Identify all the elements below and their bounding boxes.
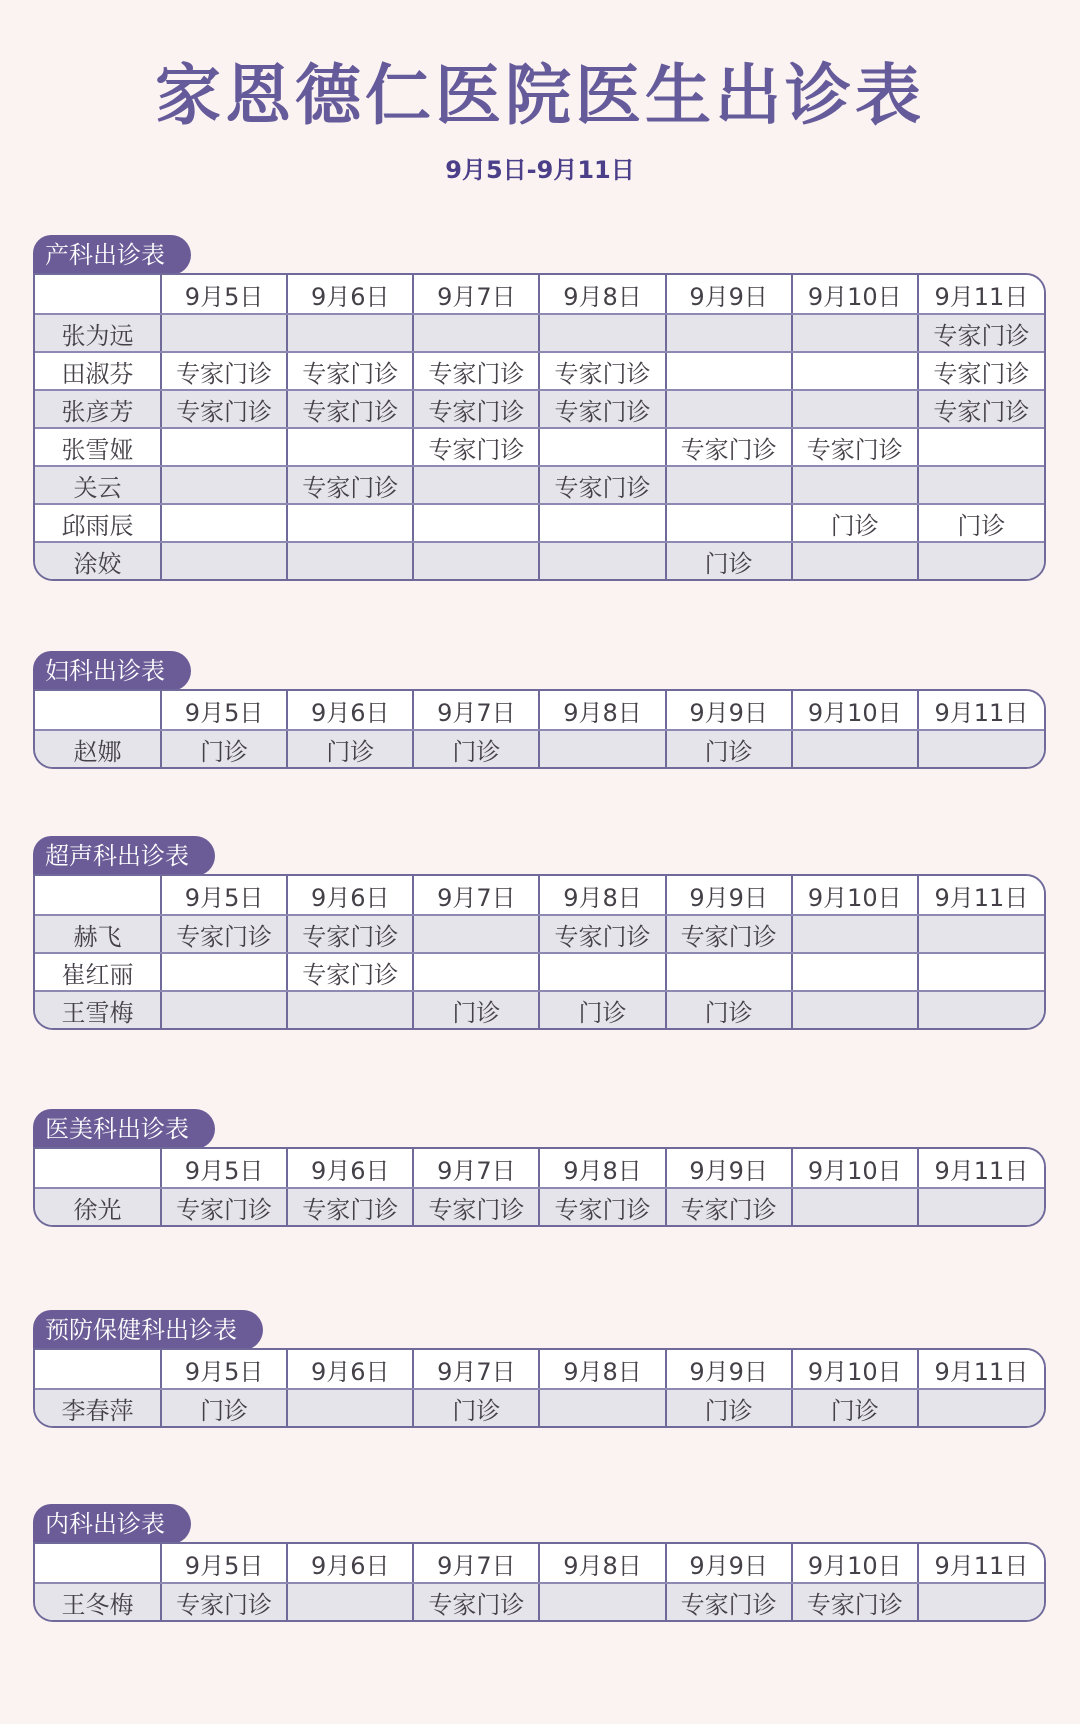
date-header-cell: 9月7日 [413,1149,539,1188]
clinic-slot-cell [413,542,539,579]
schedule-table [33,1542,1046,1622]
date-header-cell: 9月7日 [413,1350,539,1389]
table-header-row [35,1350,1044,1389]
clinic-slot-cell: 专家门诊 [413,428,539,466]
date-header-cell: 9月8日 [539,1544,665,1583]
clinic-slot-cell [792,1188,918,1225]
clinic-slot-cell [539,428,665,466]
date-header-cell: 9月7日 [413,1544,539,1583]
table-header-row [35,691,1044,730]
clinic-slot-cell [792,352,918,390]
clinic-slot-cell [539,314,665,352]
clinic-slot-cell: 专家门诊 [666,1583,792,1620]
clinic-slot-cell [539,953,665,991]
clinic-slot-cell: 专家门诊 [918,352,1044,390]
date-header-cell: 9月6日 [287,275,413,314]
date-header-cell: 9月7日 [413,691,539,730]
clinic-slot-cell: 专家门诊 [287,466,413,504]
doctor-row [35,504,1044,542]
clinic-slot-cell: 专家门诊 [287,352,413,390]
schedule-table [33,1348,1046,1428]
date-header-cell: 9月10日 [792,275,918,314]
page-title: 家恩德仁医院医生出诊表 [155,57,925,134]
clinic-slot-cell [918,1583,1044,1620]
doctor-name-cell: 李春萍 [35,1389,161,1426]
clinic-slot-cell [161,953,287,991]
section-label: 预防保健科出诊表 [33,1310,263,1350]
header-corner-cell [35,1149,161,1188]
clinic-slot-cell: 专家门诊 [792,1583,918,1620]
clinic-slot-cell [792,953,918,991]
clinic-slot-cell [918,915,1044,953]
clinic-slot-cell [161,466,287,504]
clinic-slot-cell [918,466,1044,504]
clinic-slot-cell: 专家门诊 [413,1583,539,1620]
clinic-slot-cell: 专家门诊 [539,390,665,428]
doctor-row [35,1583,1044,1620]
clinic-slot-cell: 专家门诊 [413,390,539,428]
clinic-slot-cell [287,991,413,1028]
schedule-table [33,1147,1046,1227]
section-label: 妇科出诊表 [33,651,191,691]
table-header-row [35,275,1044,314]
clinic-slot-cell: 门诊 [413,1389,539,1426]
date-header-cell: 9月8日 [539,1149,665,1188]
clinic-slot-cell [287,542,413,579]
clinic-slot-cell [539,504,665,542]
doctor-row [35,915,1044,953]
clinic-slot-cell: 专家门诊 [792,428,918,466]
clinic-slot-cell: 专家门诊 [161,915,287,953]
header-corner-cell [35,275,161,314]
doctor-row [35,953,1044,991]
schedule-section [33,836,1046,1030]
clinic-slot-cell [792,390,918,428]
date-header-cell: 9月10日 [792,1149,918,1188]
clinic-slot-cell [413,953,539,991]
clinic-slot-cell: 门诊 [666,542,792,579]
schedule-table [33,689,1046,769]
date-header-cell: 9月6日 [287,876,413,915]
doctor-row [35,428,1044,466]
doctor-name-cell: 崔红丽 [35,953,161,991]
clinic-slot-cell [666,953,792,991]
clinic-slot-cell: 门诊 [792,504,918,542]
clinic-slot-cell [539,1389,665,1426]
date-header-cell: 9月7日 [413,275,539,314]
date-header-cell: 9月5日 [161,275,287,314]
clinic-slot-cell [413,504,539,542]
doctor-name-cell: 王冬梅 [35,1583,161,1620]
clinic-slot-cell [161,504,287,542]
clinic-slot-cell: 专家门诊 [666,915,792,953]
doctor-row [35,542,1044,579]
clinic-slot-cell [792,730,918,767]
clinic-slot-cell [161,314,287,352]
clinic-slot-cell [666,504,792,542]
doctor-name-cell: 田淑芬 [35,352,161,390]
clinic-slot-cell [792,314,918,352]
clinic-slot-cell [918,953,1044,991]
date-header-cell: 9月5日 [161,1350,287,1389]
clinic-slot-cell [918,542,1044,579]
header-corner-cell [35,691,161,730]
clinic-slot-cell: 专家门诊 [161,390,287,428]
date-header-cell: 9月8日 [539,691,665,730]
date-header-cell: 9月8日 [539,1350,665,1389]
date-header-cell: 9月11日 [918,1149,1044,1188]
doctor-row [35,1389,1044,1426]
clinic-slot-cell: 门诊 [918,504,1044,542]
clinic-slot-cell [792,991,918,1028]
clinic-slot-cell: 专家门诊 [161,1188,287,1225]
clinic-slot-cell [413,466,539,504]
clinic-slot-cell: 门诊 [792,1389,918,1426]
clinic-slot-cell [287,1583,413,1620]
doctor-name-cell: 涂姣 [35,542,161,579]
date-header-cell: 9月11日 [918,1350,1044,1389]
date-header-cell: 9月10日 [792,691,918,730]
clinic-slot-cell [539,1583,665,1620]
clinic-slot-cell [161,428,287,466]
clinic-slot-cell: 专家门诊 [539,466,665,504]
doctor-name-cell: 邱雨辰 [35,504,161,542]
clinic-slot-cell: 门诊 [413,730,539,767]
clinic-slot-cell: 专家门诊 [539,352,665,390]
clinic-slot-cell [287,1389,413,1426]
clinic-slot-cell: 专家门诊 [413,1188,539,1225]
date-header-cell: 9月5日 [161,1544,287,1583]
clinic-slot-cell [666,466,792,504]
clinic-slot-cell: 门诊 [287,730,413,767]
date-header-cell: 9月9日 [666,876,792,915]
clinic-slot-cell: 专家门诊 [539,1188,665,1225]
schedule-section [33,651,1046,769]
date-range-subtitle: 9月5日-9月11日 [445,156,635,184]
clinic-slot-cell [918,1389,1044,1426]
doctor-name-cell: 赵娜 [35,730,161,767]
clinic-slot-cell [666,314,792,352]
date-header-cell: 9月5日 [161,876,287,915]
date-header-cell: 9月9日 [666,691,792,730]
table-header-row [35,876,1044,915]
clinic-slot-cell: 门诊 [413,991,539,1028]
doctor-name-cell: 张为远 [35,314,161,352]
clinic-slot-cell: 专家门诊 [918,314,1044,352]
header-corner-cell [35,876,161,915]
date-header-cell: 9月5日 [161,1149,287,1188]
clinic-slot-cell: 专家门诊 [287,915,413,953]
clinic-slot-cell [161,991,287,1028]
clinic-slot-cell: 专家门诊 [287,1188,413,1225]
date-header-cell: 9月11日 [918,691,1044,730]
date-header-cell: 9月5日 [161,691,287,730]
clinic-slot-cell: 专家门诊 [666,1188,792,1225]
clinic-slot-cell: 专家门诊 [666,428,792,466]
table-header-row [35,1149,1044,1188]
clinic-slot-cell [413,915,539,953]
section-label: 医美科出诊表 [33,1109,215,1149]
clinic-slot-cell [666,352,792,390]
date-header-cell: 9月6日 [287,691,413,730]
date-header-cell: 9月9日 [666,1149,792,1188]
clinic-slot-cell: 专家门诊 [413,352,539,390]
date-header-cell: 9月11日 [918,275,1044,314]
clinic-slot-cell: 专家门诊 [539,915,665,953]
clinic-slot-cell [413,314,539,352]
date-header-cell: 9月8日 [539,275,665,314]
clinic-slot-cell [918,991,1044,1028]
doctor-name-cell: 关云 [35,466,161,504]
doctor-name-cell: 张彦芳 [35,390,161,428]
doctor-name-cell: 徐光 [35,1188,161,1225]
doctor-row [35,730,1044,767]
clinic-slot-cell [918,1188,1044,1225]
schedule-table [33,273,1046,581]
clinic-slot-cell: 专家门诊 [287,390,413,428]
date-header-cell: 9月10日 [792,876,918,915]
date-header-cell: 9月11日 [918,1544,1044,1583]
doctor-name-cell: 王雪梅 [35,991,161,1028]
doctor-row [35,991,1044,1028]
date-header-cell: 9月10日 [792,1350,918,1389]
clinic-slot-cell [539,542,665,579]
schedule-table [33,874,1046,1030]
section-label: 超声科出诊表 [33,836,215,876]
table-header-row [35,1544,1044,1583]
schedule-section [33,1310,1046,1428]
clinic-slot-cell [792,915,918,953]
clinic-slot-cell [287,314,413,352]
doctor-name-cell: 张雪娅 [35,428,161,466]
doctor-row [35,466,1044,504]
clinic-slot-cell: 门诊 [161,1389,287,1426]
header-corner-cell [35,1350,161,1389]
clinic-slot-cell: 门诊 [161,730,287,767]
doctor-name-cell: 赫飞 [35,915,161,953]
clinic-slot-cell: 专家门诊 [918,390,1044,428]
date-header-cell: 9月6日 [287,1350,413,1389]
clinic-slot-cell [792,466,918,504]
clinic-slot-cell [539,730,665,767]
schedule-section [33,235,1046,581]
clinic-slot-cell [666,390,792,428]
clinic-slot-cell: 门诊 [539,991,665,1028]
clinic-slot-cell [918,730,1044,767]
date-header-cell: 9月8日 [539,876,665,915]
date-header-cell: 9月9日 [666,1350,792,1389]
section-label: 产科出诊表 [33,235,191,275]
doctor-row [35,352,1044,390]
clinic-slot-cell: 专家门诊 [161,1583,287,1620]
date-header-cell: 9月9日 [666,275,792,314]
doctor-row [35,1188,1044,1225]
header-corner-cell [35,1544,161,1583]
clinic-slot-cell: 专家门诊 [161,352,287,390]
date-header-cell: 9月11日 [918,876,1044,915]
clinic-slot-cell: 专家门诊 [287,953,413,991]
clinic-slot-cell: 门诊 [666,730,792,767]
clinic-slot-cell [287,504,413,542]
date-header-cell: 9月6日 [287,1544,413,1583]
clinic-slot-cell [287,428,413,466]
clinic-slot-cell [792,542,918,579]
schedule-section [33,1109,1046,1227]
clinic-slot-cell [918,428,1044,466]
doctor-row [35,314,1044,352]
date-header-cell: 9月9日 [666,1544,792,1583]
date-header-cell: 9月6日 [287,1149,413,1188]
clinic-slot-cell [161,542,287,579]
date-header-cell: 9月7日 [413,876,539,915]
section-label: 内科出诊表 [33,1504,191,1544]
date-header-cell: 9月10日 [792,1544,918,1583]
clinic-slot-cell: 门诊 [666,991,792,1028]
doctor-row [35,390,1044,428]
clinic-slot-cell: 门诊 [666,1389,792,1426]
schedule-section [33,1504,1046,1622]
